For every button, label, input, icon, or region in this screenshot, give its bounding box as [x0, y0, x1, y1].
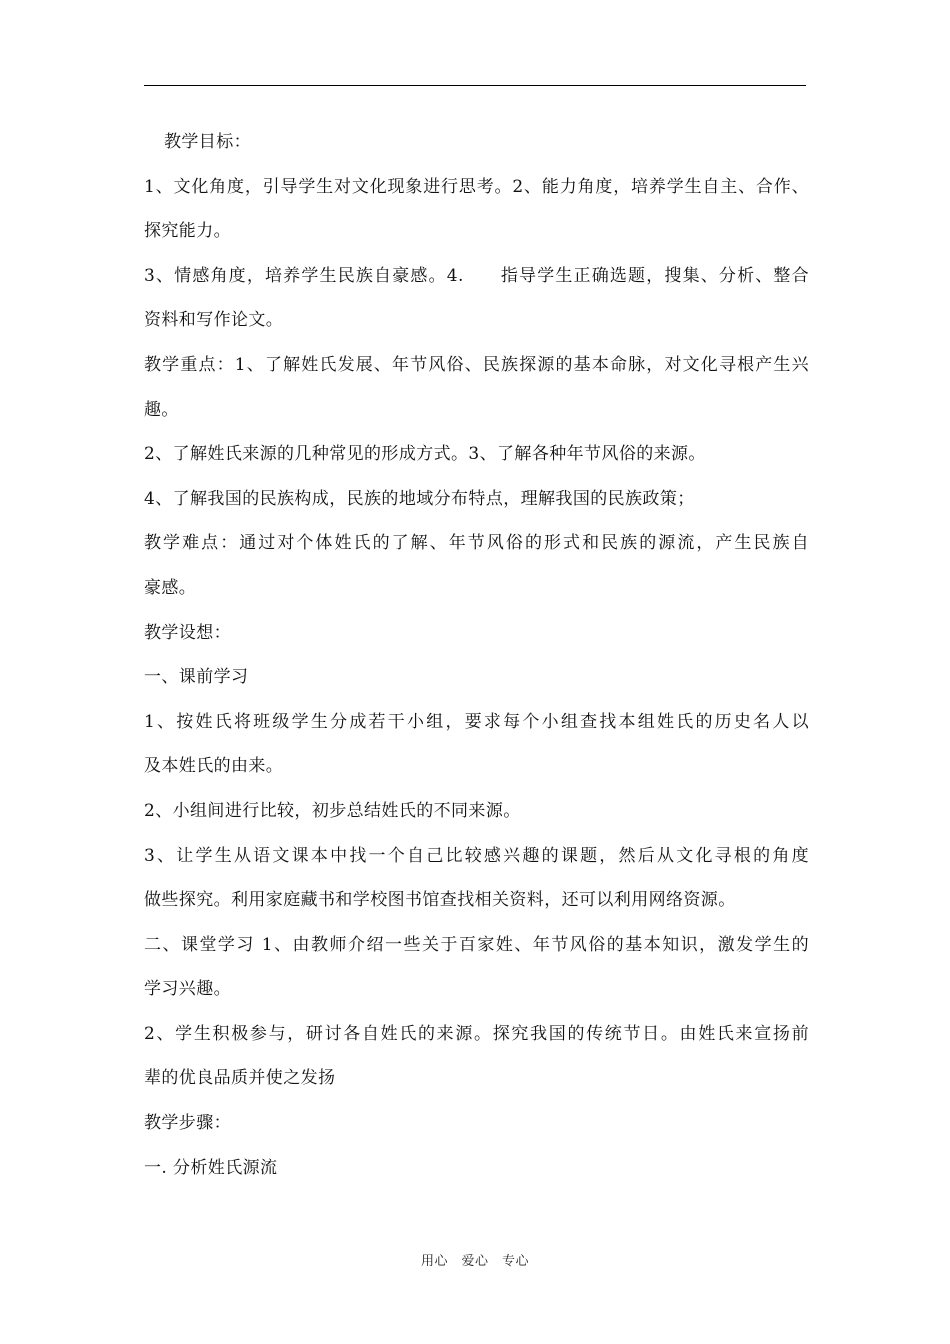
- section-heading-teaching-steps: 教学步骤：: [144, 1113, 231, 1134]
- paragraph-line: 辈的优良品质并使之发扬: [144, 1068, 336, 1089]
- subsection-heading: 一. 分析姓氏源流: [144, 1157, 278, 1178]
- paragraph-line: 2、学生积极参与，研讨各自姓氏的来源。探究我国的传统节日。由姓氏来宣扬前: [144, 1023, 809, 1044]
- paragraph-line: 2、了解姓氏来源的几种常见的形成方式。3、了解各种年节风俗的来源。: [144, 444, 706, 465]
- paragraph-line: 4、了解我国的民族构成，民族的地域分布特点，理解我国的民族政策；: [144, 488, 695, 509]
- paragraph-line: 趣。: [144, 399, 179, 420]
- paragraph-line: 1、文化角度，引导学生对文化现象进行思考。2、能力角度，培养学生自主、合作、: [144, 176, 809, 197]
- paragraph-line: 3、让学生从语文课本中找一个自己比较感兴趣的课题，然后从文化寻根的角度: [144, 845, 809, 866]
- paragraph-line: 1、按姓氏将班级学生分成若干小组，要求每个小组查找本组姓氏的历史名人以: [144, 711, 809, 732]
- section-heading-teaching-design: 教学设想：: [144, 622, 231, 643]
- section-heading-teaching-goals: 教学目标：: [164, 132, 251, 152]
- paragraph-line: 做些探究。利用家庭藏书和学校图书馆查找相关资料，还可以利用网络资源。: [144, 890, 736, 911]
- paragraph-line: 二、课堂学习 1、由教师介绍一些关于百家姓、年节风俗的基本知识，激发学生的: [144, 934, 809, 955]
- page-footer: 用心 爱心 专心: [420, 1254, 529, 1269]
- paragraph-line: 豪感。: [144, 577, 197, 598]
- paragraph-line: 探究能力。: [144, 221, 231, 242]
- paragraph-line: 资料和写作论文。: [144, 310, 284, 331]
- document-body: [144, 120, 809, 1190]
- subsection-heading: 一、课前学习: [144, 667, 249, 688]
- paragraph-line: 教学重点：1、了解姓氏发展、年节风俗、民族探源的基本命脉，对文化寻根产生兴: [144, 354, 809, 375]
- paragraph-line: 教学难点：通过对个体姓氏的了解、年节风俗的形式和民族的源流，产生民族自: [144, 533, 809, 554]
- header-rule: [144, 85, 806, 86]
- paragraph-line: 及本姓氏的由来。: [144, 756, 284, 777]
- paragraph-line: 3、情感角度，培养学生民族自豪感。4. 指导学生正确选题，搜集、分析、整合: [144, 265, 809, 286]
- paragraph-line: 学习兴趣。: [144, 979, 231, 1000]
- paragraph-line: 2、小组间进行比较，初步总结姓氏的不同来源。: [144, 800, 521, 821]
